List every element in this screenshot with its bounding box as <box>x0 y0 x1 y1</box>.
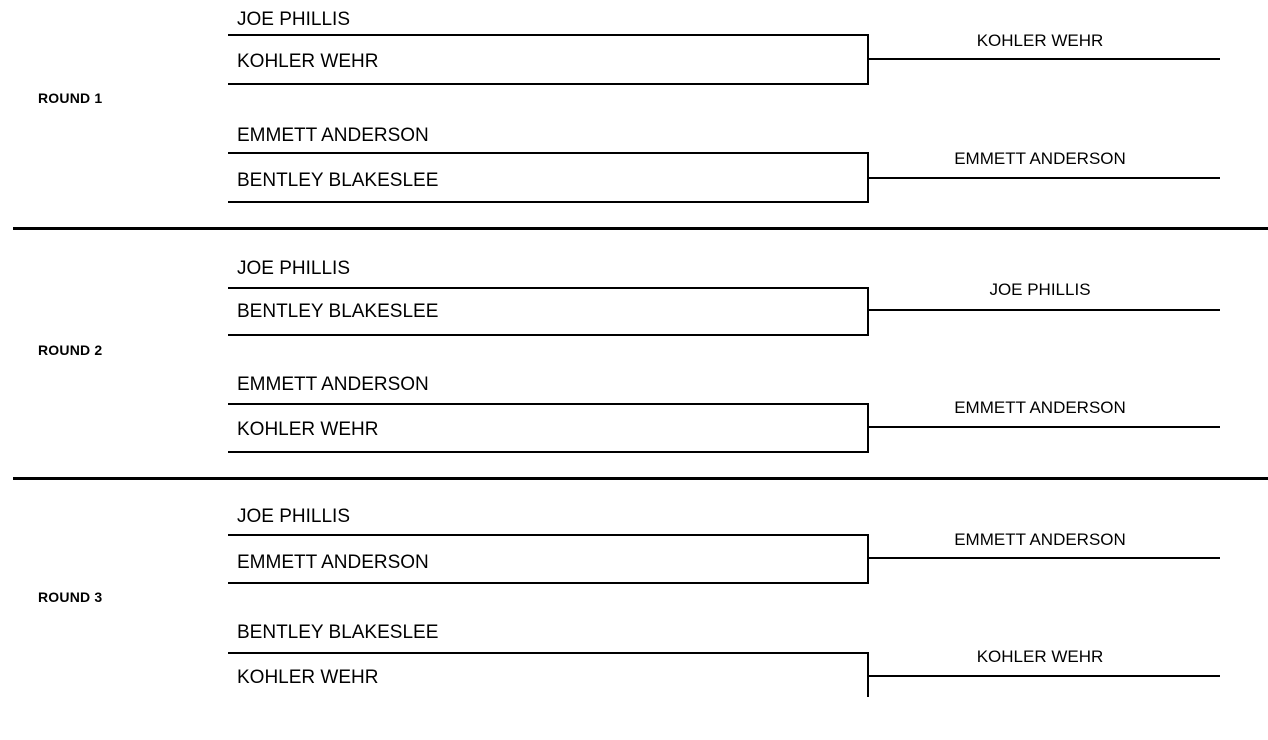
competitor-top: JOE PHILLIS <box>237 506 350 527</box>
bracket-line-top <box>228 403 869 405</box>
competitor-bottom: BENTLEY BLAKESLEE <box>237 170 439 191</box>
competitor-top: BENTLEY BLAKESLEE <box>237 622 439 643</box>
match-winner: EMMETT ANDERSON <box>954 398 1126 417</box>
winner-line <box>867 58 1220 60</box>
competitor-bottom: KOHLER WEHR <box>237 419 379 440</box>
bracket-line-bottom <box>228 451 869 453</box>
match-winner: JOE PHILLIS <box>989 280 1091 299</box>
match-winner: KOHLER WEHR <box>976 31 1104 50</box>
round-1 <box>0 0 1268 240</box>
round-label: ROUND 3 <box>38 589 103 605</box>
competitor-top: EMMETT ANDERSON <box>237 374 429 395</box>
competitor-bottom: KOHLER WEHR <box>237 667 379 688</box>
winner-line <box>867 426 1220 428</box>
match-winner: KOHLER WEHR <box>976 647 1104 666</box>
winner-line <box>867 309 1220 311</box>
round-2 <box>0 252 1268 492</box>
competitor-top: JOE PHILLIS <box>237 9 350 30</box>
round-divider <box>13 227 1268 230</box>
competitor-top: EMMETT ANDERSON <box>237 125 429 146</box>
bracket-line-top <box>228 287 869 289</box>
competitor-bottom: EMMETT ANDERSON <box>237 552 429 573</box>
bracket-line-top <box>228 652 869 654</box>
bracket-line-bottom <box>228 201 869 203</box>
match-winner: EMMETT ANDERSON <box>954 530 1126 549</box>
bracket-line-top <box>228 534 869 536</box>
bracket-line-bottom <box>228 582 869 584</box>
winner-line <box>867 557 1220 559</box>
winner-line <box>867 675 1220 677</box>
bracket-line-bottom <box>228 334 869 336</box>
bracket-line-top <box>228 152 869 154</box>
match-winner: EMMETT ANDERSON <box>954 149 1126 168</box>
competitor-top: JOE PHILLIS <box>237 258 350 279</box>
round-label: ROUND 2 <box>38 342 103 358</box>
round-divider <box>13 477 1268 480</box>
bracket-line-bottom <box>228 83 869 85</box>
competitor-bottom: BENTLEY BLAKESLEE <box>237 301 439 322</box>
winner-line <box>867 177 1220 179</box>
competitor-bottom: KOHLER WEHR <box>237 51 379 72</box>
round-label: ROUND 1 <box>38 90 103 106</box>
bracket-line-top <box>228 34 869 36</box>
round-3 <box>0 500 1268 740</box>
